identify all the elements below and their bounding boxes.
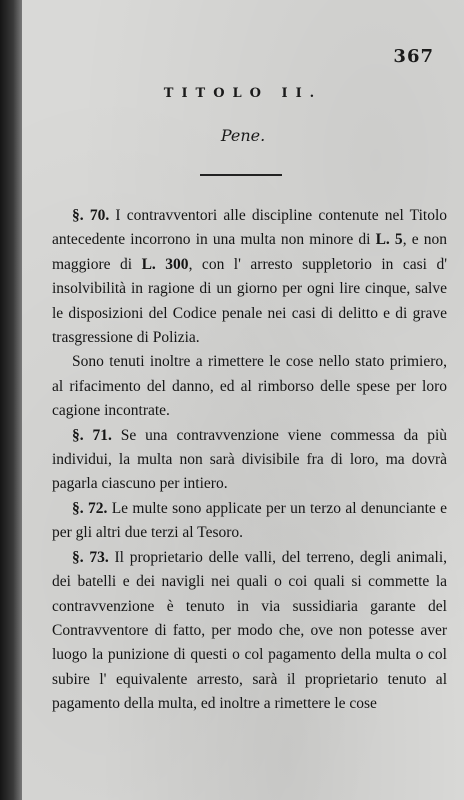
book-page	[22, 0, 464, 800]
paragraph-70-continued	[52, 350, 447, 423]
paragraph-text: Le multe sono applicate per un terzo al denunciante e per gli altri due terzi al Tesoro.	[52, 499, 447, 542]
body-text	[52, 204, 447, 717]
paragraph-text: I contravventori alle discipline contenute nel Titolo antecedente incorrono in una multa non minore di	[52, 207, 448, 249]
book-spine-shadow	[0, 0, 22, 800]
paragraph-text: Se una contravvenzione viene commessa da più individui, la multa non sarà divisibile fra di loro, ma dovrà pagarla ciascuno per intiero.	[52, 426, 447, 493]
paragraph-70	[52, 204, 447, 350]
paragraph-text: Sono tenuti inoltre a rimettere le cose nello stato primiero, al rifacimento del danno, ed al rimborso delle spese per loro cagione incontrate.	[52, 353, 447, 420]
paragraph-text: , con l' arresto suppletorio in casi d' insolvibilità in ragione di un giorno per ogni lire cinque, salve le disposizioni del Codice penale nei casi di delitto e di grave trasgressione di Polizia.	[52, 255, 448, 347]
amount-max: L. 300	[141, 255, 189, 273]
section-marker: §. 72.	[72, 499, 108, 517]
paragraph-72	[52, 497, 447, 546]
section-marker: §. 71.	[72, 426, 112, 444]
paragraph-text: Il proprietario delle valli, del terreno, degli animali, dei batelli e dei navigli nei quali o coi quali si commette la contravvenzione è tenuto in via sussidiaria garante del Contravventore di fatto, per modo che, ove non potesse aver luogo la punizione di questi o col pagamento della multa o col subire l' equivalente arresto, sarà il proprietario tenuto al pagamento della multa, ed inoltre a rimettere le cose	[52, 548, 448, 713]
paragraph-73	[52, 546, 447, 717]
section-title: TITOLO II.	[163, 86, 323, 101]
paragraph-text: , e non maggiore di	[52, 231, 447, 273]
title-rule-divider	[200, 174, 282, 176]
section-subtitle: Pene.	[220, 126, 266, 145]
amount-min: L. 5	[375, 231, 403, 249]
section-marker: §. 73.	[72, 548, 109, 566]
section-marker: §. 70.	[72, 207, 110, 224]
paragraph-71	[52, 424, 447, 497]
page-number: 367	[393, 46, 434, 67]
